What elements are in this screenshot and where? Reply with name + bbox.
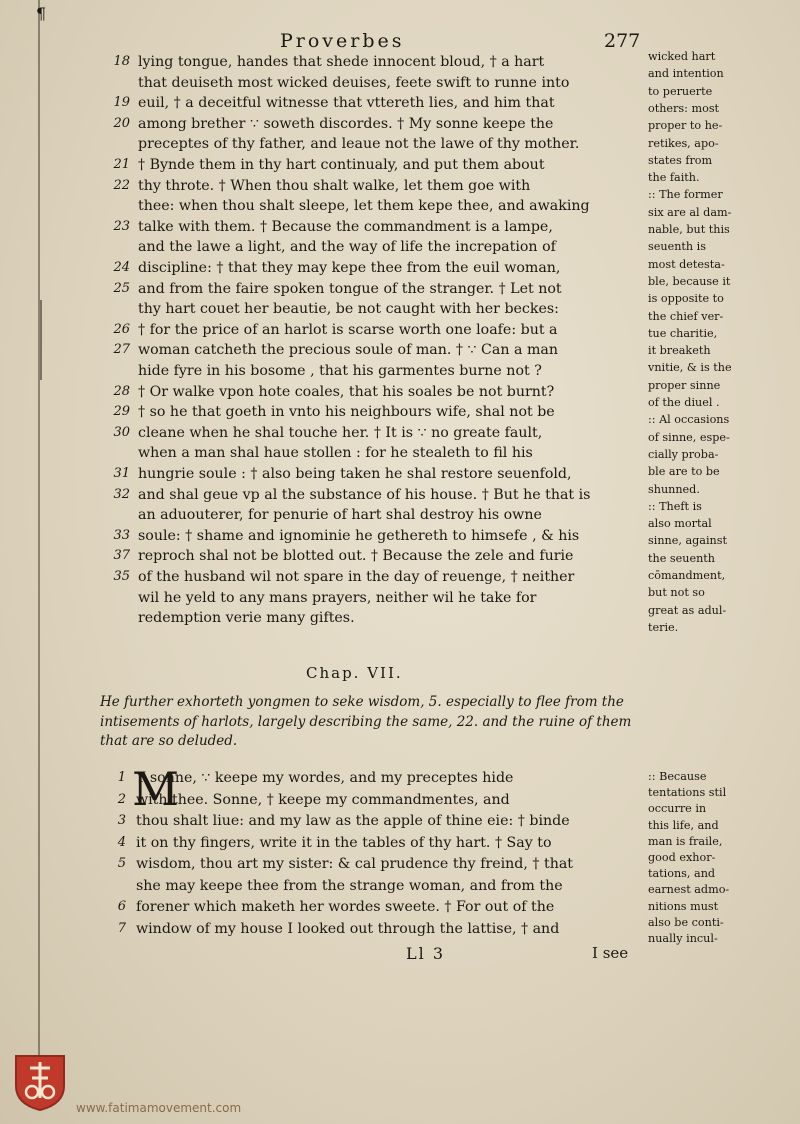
verse-number: 21: [113, 157, 130, 172]
text-line: lying tongue, handes that shede innocent bloud, † a hart: [138, 54, 545, 70]
watermark-url: www.fatimamovement.com: [76, 1101, 242, 1115]
chapter-title: Chap. VII.: [306, 664, 403, 682]
gloss-line: wicked hart: [648, 50, 716, 63]
text-line: hide fyre in his bosome , that his garmentes burne not ?: [138, 363, 542, 379]
gloss-line: most detesta-: [648, 257, 725, 271]
text-line: cleane when he shal touche her. † It is ∵ no greate fault,: [138, 424, 543, 441]
gloss-line: cially proba-: [648, 447, 719, 461]
text-line: with thee. Sonne, † keepe my commandmentes, and: [136, 791, 510, 808]
text-line: it on thy fingers, write it in the tables of thy hart. † Say to: [136, 834, 552, 851]
text-line: discipline: † that they may kepe thee from the euil woman,: [138, 260, 561, 276]
gloss-line: this life, and: [648, 818, 719, 832]
verse-number: 22: [113, 177, 130, 193]
text-line: woman catcheth the precious soule of man. † ∵ Can a man: [138, 342, 559, 359]
verse-number: 18: [113, 54, 130, 69]
signature-mark: Ll 3: [406, 944, 446, 963]
gloss-line: :: Theft is: [648, 499, 702, 513]
text-line: among brether ∵ soweth discordes. † My sonne keepe the: [138, 115, 554, 132]
gloss-line: :: The former: [648, 188, 723, 202]
gloss-line: also be conti-: [648, 915, 724, 929]
gloss-line: of sinne, espe-: [648, 430, 730, 444]
gloss-line: six are al dam-: [648, 205, 732, 219]
gloss-line: vnitie, & is the: [648, 361, 732, 375]
verse-number: 20: [113, 115, 130, 131]
chapter-summary: He further exhorteth yongmen to seke wisdom, 5. especially to flee from the intisements of harlots, largely describing the same, 22. and the ruine of them that are so deluded.: [100, 694, 632, 749]
gloss-line: to peruerte: [648, 84, 713, 98]
text-line: wisdom, thou art my sister: & cal prudence thy freind, † that: [136, 856, 574, 872]
text-line: of the husband wil not spare in the day of reuenge, † neither: [138, 569, 575, 585]
gloss-line: cōmandment,: [648, 569, 726, 582]
text-line: and the lawe a light, and the way of life the increpation of: [138, 239, 556, 256]
gloss-line: nable, but this: [648, 223, 730, 236]
gloss-line: :: Al occasions: [648, 413, 730, 427]
gloss-line: proper to he-: [648, 119, 723, 133]
gloss-line: is opposite to: [648, 292, 724, 306]
gloss-line: retikes, apo-: [648, 136, 719, 150]
verse-number: 27: [113, 342, 130, 358]
gloss-line: nitions must: [648, 899, 719, 913]
gloss-line: of the diuel .: [648, 396, 720, 409]
gutter-line: [38, 0, 40, 1060]
text-line: thee: when thou shalt sleepe, let them kepe thee, and awaking: [138, 198, 590, 215]
verse-number: 31: [113, 466, 130, 481]
verse-number: 2: [117, 791, 126, 807]
text-line: hungrie soule : † also being taken he shal restore seuenfold,: [138, 466, 572, 482]
gloss-line: ble are to be: [648, 465, 720, 479]
gloss-line: states from: [648, 153, 713, 167]
text-line: † for the price of an harlot is scarse worth one loafe: but a: [138, 321, 558, 338]
verse-number: 6: [117, 899, 126, 914]
text-line: euil, † a deceitful witnesse that vttereth lies, and him that: [138, 95, 555, 112]
verse-number: 4: [117, 834, 126, 850]
running-head-title: Proverbes: [280, 30, 405, 52]
margin-rule: [40, 300, 42, 380]
gloss-line: tations, and: [648, 867, 716, 881]
verse-number: 24: [113, 260, 130, 275]
gloss-line: the chief ver-: [648, 309, 724, 323]
gloss-line: good exhor-: [648, 851, 716, 864]
gloss-line: proper sinne: [648, 378, 721, 392]
gloss-line: sinne, against: [648, 534, 727, 548]
gloss-line: tentations stil: [648, 786, 727, 800]
gloss-line: earnest admo-: [648, 883, 730, 897]
verse-number: 7: [117, 920, 126, 936]
gloss-line: nually incul-: [648, 932, 718, 945]
verse-number: 23: [113, 218, 130, 234]
text-line: an aduouterer, for penurie of hart shal destroy his owne: [138, 507, 542, 524]
text-line: Y sonne, ∵ keepe my wordes, and my preceptes hide: [136, 770, 514, 786]
gloss-line: also mortal: [648, 517, 712, 531]
text-line: she may keepe thee from the strange woman, and from the: [136, 877, 563, 894]
seal-icon: [12, 1052, 68, 1112]
text-line: † Bynde them in thy hart continualy, and put them about: [138, 157, 545, 173]
gloss-line: shunned.: [648, 482, 700, 496]
corner-mark: ¶: [36, 4, 47, 23]
verse-number: 3: [117, 813, 126, 828]
gloss-line: great as adul-: [648, 603, 727, 617]
text-line: when a man shal haue stollen : for he stealeth to fil his: [138, 445, 533, 462]
page-number: 277: [604, 30, 641, 52]
verse-number: 35: [113, 569, 130, 584]
verse-number: 1: [117, 770, 126, 785]
verse-number: 33: [113, 527, 130, 543]
verse-number: 26: [113, 321, 130, 337]
gloss-line: it breaketh: [648, 344, 711, 358]
gloss-line: ble, because it: [648, 274, 731, 288]
gloss-line: the faith.: [648, 171, 700, 185]
text-line: soule: † shame and ignominie he gethereth to himsefe , & his: [138, 527, 580, 544]
verse-number: 37: [113, 548, 130, 564]
text-line: window of my house I looked out through the lattise, † and: [136, 920, 560, 937]
text-line: reproch shal not be blotted out. † Because the zele and furie: [138, 548, 574, 565]
verse-number: 28: [113, 383, 130, 399]
gloss-line: others: most: [648, 101, 720, 115]
text-line: † Or walke vpon hote coales, that his soales be not burnt?: [138, 383, 555, 400]
verse-number: 29: [113, 404, 130, 420]
text-line: talke with them. † Because the commandment is a lampe,: [138, 218, 553, 235]
text-line: wil he yeld to any mans prayers, neither wil he take for: [138, 589, 537, 606]
verse-number: 19: [113, 95, 130, 111]
text-line: redemption verie many giftes.: [138, 610, 355, 627]
verse-number: 32: [113, 486, 130, 502]
gloss-line: tue charitie,: [648, 326, 718, 340]
text-line: forener which maketh her wordes sweete. † For out of the: [136, 899, 555, 915]
text-line: thou shalt liue: and my law as the apple of thine eie: † binde: [136, 813, 570, 829]
text-line: and from the faire spoken tongue of the stranger. † Let not: [138, 280, 562, 297]
text-line: that deuiseth most wicked deuises, feete swift to runne into: [138, 74, 570, 91]
catchword: I see: [592, 944, 629, 962]
gloss-line: :: Because: [648, 770, 707, 783]
gloss-line: and intention: [648, 67, 724, 81]
text-line: thy throte. † When thou shalt walke, let them goe with: [138, 177, 531, 194]
gloss-line: occurre in: [648, 802, 707, 816]
text-line: and shal geue vp al the substance of his house. † But he that is: [138, 486, 591, 503]
text-line: preceptes of thy father, and leaue not the lawe of thy mother.: [138, 136, 580, 153]
verse-number: 30: [113, 424, 130, 440]
drop-initial: M: [132, 762, 180, 816]
verse-number: 5: [117, 856, 126, 871]
text-line: thy hart couet her beautie, be not caught with her beckes:: [138, 301, 559, 318]
gloss-line: but not so: [648, 586, 705, 600]
gloss-line: the seuenth: [648, 551, 715, 565]
verse-number: 25: [113, 280, 130, 296]
gloss-line: terie.: [648, 620, 679, 634]
gloss-line: man is fraile,: [648, 834, 723, 848]
gloss-line: seuenth is: [648, 240, 706, 254]
text-line: † so he that goeth in vnto his neighbours wife, shal not be: [138, 404, 555, 421]
